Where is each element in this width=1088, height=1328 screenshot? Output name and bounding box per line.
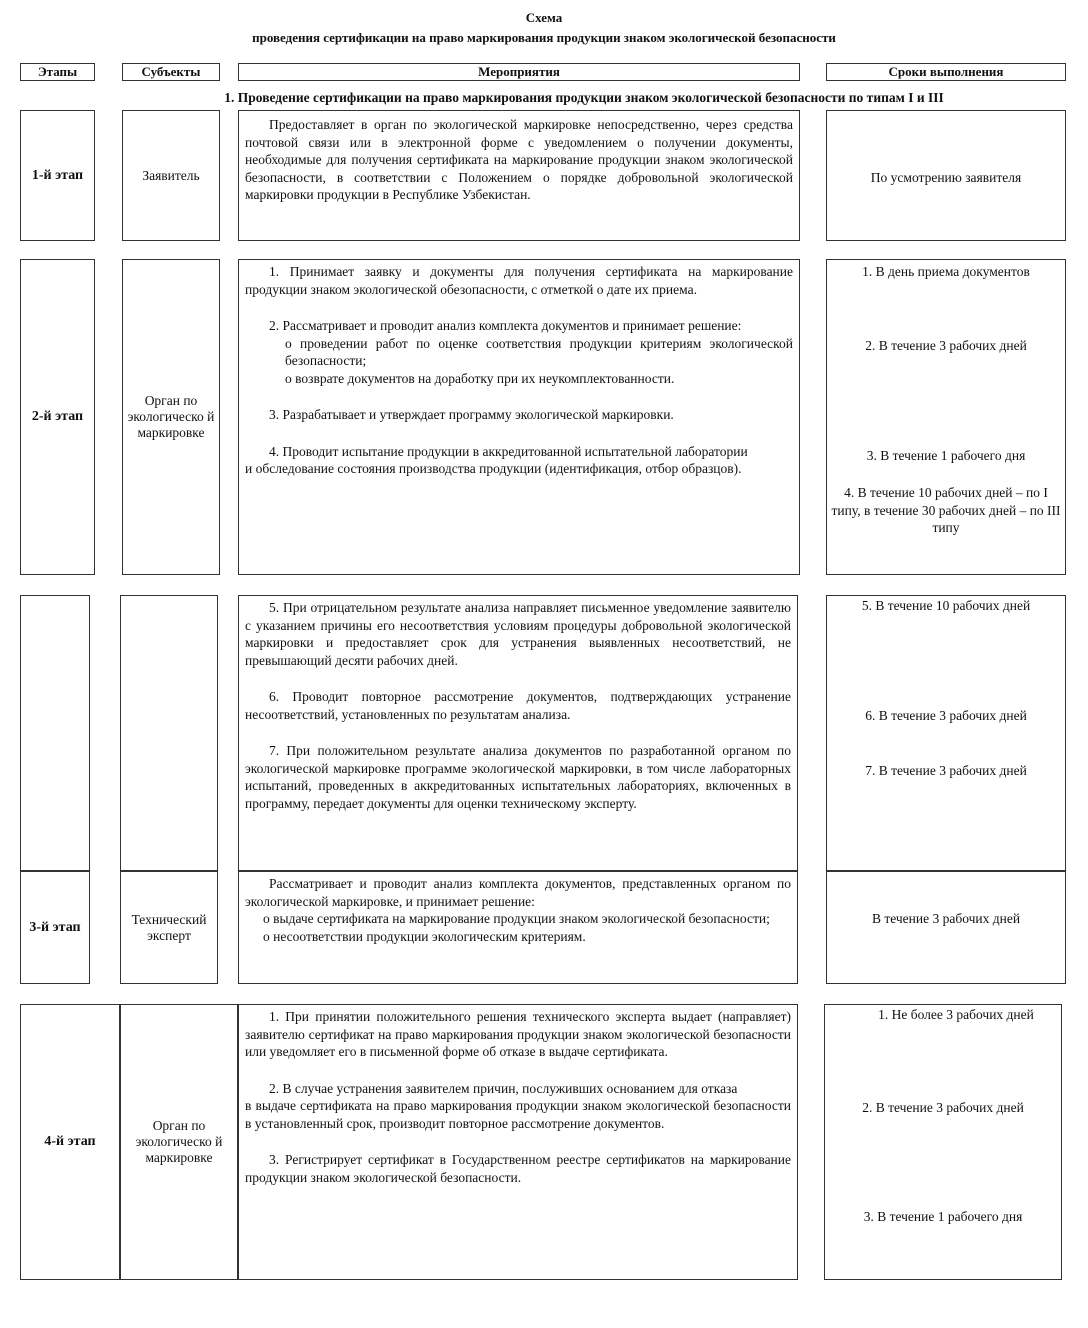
stage-2-activity-3: 3. Разрабатывает и утверждает программу экологической маркировки.: [269, 407, 674, 422]
stage-2-term-4: 4. В течение 10 рабочих дней – по I типу, в течение 30 рабочих дней – по III типу: [831, 485, 1061, 535]
stage-2-term-2: 2. В течение 3 рабочих дней: [865, 338, 1027, 353]
stage-2-cell: [20, 259, 95, 575]
stage-3-activity-option-1: о выдаче сертификата на маркирование продукции знаком экологической безопасности;: [263, 911, 770, 926]
stage-3-term: В течение 3 рабочих дней: [871, 911, 1021, 926]
header-activities: Мероприятия: [238, 63, 800, 81]
stage-3-subject-text: Технический эксперт: [131, 911, 207, 943]
stage-2-term-6: 6. В течение 3 рабочих дней: [865, 708, 1027, 723]
stage-4-activity-3: 3. Регистрирует сертификат в Государственном реестре сертификатов на маркирование продукции знаком экологической безопасности.: [245, 1152, 791, 1185]
stage-2-activity-1: 1. Принимает заявку и документы для получения сертификата на маркирование продукции знаком экологической обезопасности, с отметкой о дате их приема.: [245, 264, 793, 297]
stage-4-subject: [120, 1004, 238, 1280]
stage-3-activity-option-2: о несоответствии продукции экологическим критериям.: [263, 928, 586, 944]
stage-2-activities: [238, 259, 800, 575]
stage-3-terms: [826, 871, 1066, 984]
stage-1-subject-text: Заявитель: [142, 167, 200, 183]
stage-2-term-7: 7. В течение 3 рабочих дней: [865, 763, 1027, 778]
stage-2-subject: [122, 259, 220, 575]
stage-2-activity-2-option-2: о возврате документов на доработку при их неукомплектованности.: [285, 370, 675, 386]
stage-4-activity-2: 2. В случае устранения заявителем причин, послуживших основанием для отказа: [269, 1080, 738, 1096]
stage-2-cont-subject-cell: [120, 595, 218, 871]
stage-4-term-3: 3. В течение 1 рабочего дня: [863, 1209, 1023, 1224]
stage-2-activity-7: 7. При положительном результате анализа документов по разработанной органом по экологической маркировке программе экологической маркировки, в том числе лабораторных испытаний, проведенных в аккредитованных испытательных лабораториях, включенных в программу, передает документы для оценки техническому эксперту.: [245, 743, 791, 811]
stage-4-subject-text: Орган по экологическо й маркировке: [135, 1118, 223, 1165]
header-stages: Этапы: [20, 63, 95, 81]
stage-1-activities: [238, 110, 800, 241]
stage-4-cell: [20, 1004, 120, 1280]
header-terms: Сроки выполнения: [826, 63, 1066, 81]
stage-2-term-5: 5. В течение 10 рабочих дней: [861, 598, 1031, 613]
stage-2-cont-terms: [826, 595, 1066, 871]
stage-4-label: 4-й этап: [44, 1134, 96, 1149]
stage-4-activity-1: 1. При принятии положительного решения технического эксперта выдает (направляет) заявителю сертификат на право маркирования продукции знаком экологической безопасности или уведомляет его в письменной форме об отказе в выдаче сертификата.: [245, 1009, 791, 1059]
stage-4-term-2: 2. В течение 3 рабочих дней: [862, 1100, 1024, 1115]
stage-2-term-1: 1. В день приема документов: [862, 264, 1030, 279]
stage-2-cont-activities: [238, 595, 798, 871]
document-subtitle: проведения сертификации на право маркирования продукции знаком экологической безопасности: [252, 30, 836, 45]
stage-2-subject-text: Орган по экологическо й маркировке: [127, 393, 215, 440]
stage-2-activity-2-option-1: о проведении работ по оценке соответствия продукции критериям экологической безопасности;: [285, 335, 793, 368]
stage-4-activity-2-cont: в выдаче сертификата на право маркирования продукции знаком экологической безопасности в установленный срок, производит повторное рассмотрение документов.: [245, 1098, 791, 1131]
stage-1-term: По усмотрению заявителя: [870, 170, 1022, 185]
stage-2-cont-stage-cell: [20, 595, 90, 871]
stage-1-cell: [20, 110, 95, 241]
stage-2-activity-4: 4. Проводит испытание продукции в аккредитованной испытательной лаборатории: [269, 443, 748, 459]
stage-1-terms: [826, 110, 1066, 241]
stage-2-label: 2-й этап: [31, 409, 84, 424]
section-heading: 1. Проведение сертификации на право маркирования продукции знаком экологической безопасности по типам I и III: [224, 90, 944, 105]
stage-1-label: 1-й этап: [31, 167, 84, 183]
stage-2-terms: [826, 259, 1066, 575]
stage-2-activity-6: 6. Проводит повторное рассмотрение документов, подтверждающих устранение несоответствий, установленных по результатам анализа.: [245, 689, 791, 722]
header-subjects: Субъекты: [122, 63, 220, 81]
stage-2-activity-5: 5. При отрицательном результате анализа направляет письменное уведомление заявителю с указанием причины его несоответствия условиям процедуры добровольной экологической маркировки и предоставляет срок для устранения выявленных несоответствий, не превышающий десяти рабочих дней.: [245, 600, 791, 668]
document-title: Схема: [525, 10, 563, 25]
stage-2-activity-4-cont: и обследование состояния производства продукции (идентификация, отбор образцов).: [245, 461, 742, 476]
stage-2-activity-2: 2. Рассматривает и проводит анализ комплекта документов и принимает решение:: [269, 318, 742, 333]
stage-3-activity: Рассматривает и проводит анализ комплекта документов, представленных органом по экологической маркировке, и принимает решение:: [245, 876, 791, 909]
stage-3-cell: [20, 871, 90, 984]
stage-2-term-3: 3. В течение 1 рабочего дня: [866, 448, 1026, 463]
stage-1-subject: [122, 110, 220, 241]
stage-3-subject: [120, 871, 218, 984]
stage-1-activity: Предоставляет в орган по экологической маркировке непосредственно, через средства почтовой связи или в электронной форме с уведомлением о получении документы, необходимые для получения сертификата на маркирование продукции знаком экологической безопасности, в соответствии с Положением о порядке добровольной экологической маркировки продукции в Республике Узбекистан.: [245, 117, 793, 202]
stage-4-terms: [824, 1004, 1062, 1280]
stage-3-activities: [238, 871, 798, 984]
stage-4-activities: [238, 1004, 798, 1280]
stage-4-term-1: 1. Не более 3 рабочих дней: [878, 1007, 1034, 1022]
stage-3-label: 3-й этап: [29, 919, 81, 935]
